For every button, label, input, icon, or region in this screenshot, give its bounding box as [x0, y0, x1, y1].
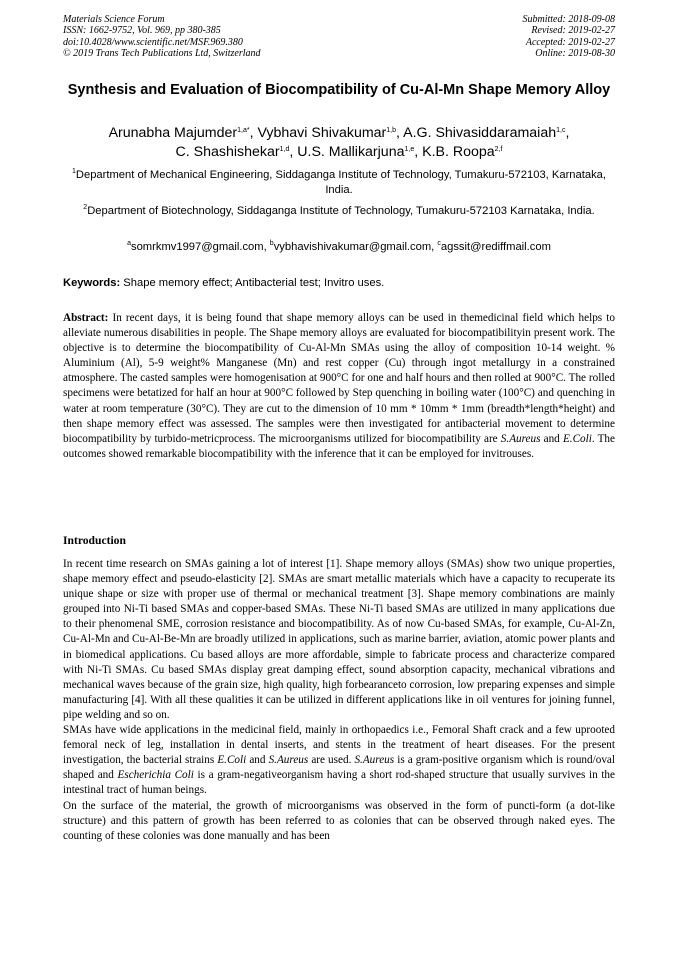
introduction-paragraph: On the surface of the material, the growth of microorganisms was observed in the form of puncti-form (a dot-like structure) and this pattern of growth has been referred to as colonies that can be observed through naked eyes. The counting of these colonies was done manually and has been [63, 799, 615, 842]
organism-name: E.Coli [217, 754, 247, 767]
organism-name: E.Coli [562, 432, 592, 445]
author-separator: , [414, 144, 423, 160]
organism-name: Escherichia Coli [117, 769, 194, 782]
affiliation-text: Department of Biotechnology, Siddaganga Institute of Technology, Tumakuru-572103 Karnataka, India. [87, 205, 595, 217]
paper-title: Synthesis and Evaluation of Biocompatibility of Cu-Al-Mn Shape Memory Alloy [67, 82, 611, 98]
author-name: U.S. Mallikarjuna [297, 144, 405, 160]
author-affiliation-mark: 1,b [386, 127, 397, 134]
author-name: C. Shashishekar [175, 144, 280, 160]
paragraph-text: SMAs have wide applications in the medicinal field, mainly in orthopaedics i.e., Femoral Shaft crack and a few uprooted femoral neck of leg, installation in dental inserts, and stents in the treatment of heart diseases. For the present investigation, the bacterial strains [63, 724, 615, 767]
date-revised: Revised: 2019-02-27 [531, 25, 615, 37]
author-separator: , [249, 125, 258, 141]
paragraph-text: is a gram-positive organism which is round/oval shaped and [63, 754, 615, 782]
abstract-text: . The outcomes showed remarkable biocompatibility with the inference that it can be employed for invitrouses. [63, 432, 615, 460]
author-affiliation-mark: 1,c [556, 127, 566, 134]
email-list [63, 240, 615, 255]
abstract-text: In recent days, it is being found that shape memory alloys can be used in themedicinal field which helps to alleviate numerous disabilities in people. The Shape memory alloys are evaluated for biocompatibilityin present work. The objective is to determine the biocompatibility of Cu-Al-Mn SMAs using the alloy of composition 10-14 weight. % Aluminium (Al), 5-9 weight% Manganese (Mn) and rest copper (Cu) through ingot metallurgy in a constrained atmosphere. The casted samples were homogenisation at 900°C for one and half hours and then rolled at 900°C. The rolled specimens were betatized for half an hour at 900°C followed by Step quenching in boiling water (100°C) and quenching in water at room temperature (30°C). They are cut to the dimension of 10 mm * 10mm * 1mm (breadth*length*height) and then shape memory effect was assessed. The samples were then investigated for antibacterial movement to determine biocompatibility by turbido-metricprocess. The microorganisms utilized for biocompatibility are [63, 312, 615, 445]
author-list [63, 124, 615, 162]
introduction-heading: Introduction [63, 534, 126, 547]
keywords-text: Shape memory effect; Antibacterial test; Invitro uses. [120, 277, 385, 289]
journal-issn: ISSN: 1662-9752, Vol. 969, pp 380-385 [63, 25, 221, 37]
email-mark: a [127, 240, 131, 247]
author-separator: , [396, 125, 404, 141]
email-mark: c [437, 240, 441, 247]
abstract-label: Abstract: [63, 312, 109, 324]
author-separator: , [565, 125, 570, 141]
date-submitted: Submitted: 2018-09-08 [522, 14, 615, 25]
organism-name: S.Aureus [500, 432, 541, 445]
keywords [63, 276, 615, 291]
keywords-label: Keywords: [63, 277, 121, 289]
email-separator: , [431, 241, 438, 253]
email-separator: , [263, 241, 270, 253]
journal-doi[interactable]: doi:10.4028/www.scientific.net/MSF.969.380 [63, 36, 243, 48]
email-link[interactable]: vybhavishivakumar@gmail.com [273, 241, 432, 253]
organism-name: S.Aureus [354, 754, 395, 767]
organism-name: S.Aureus [268, 754, 309, 767]
affiliation-2 [63, 204, 615, 219]
introduction-body [63, 557, 615, 844]
email-link[interactable]: agssit@rediffmail.com [440, 241, 551, 253]
journal-copyright: © 2019 Trans Tech Publications Ltd, Switzerland [63, 47, 261, 59]
date-accepted: Accepted: 2019-02-27 [525, 36, 615, 48]
paragraph-text: is a gram-negativeorganism having a short rod-shaped structure that usually survives in the intestinal tract of human beings. [63, 769, 615, 797]
paragraph-text: are used. [308, 754, 355, 767]
author-affiliation-mark: 1,e [404, 146, 415, 153]
journal-info [63, 14, 261, 59]
author-name: Vybhavi Shivakumar [257, 125, 387, 141]
author-name: Arunabha Majumder [108, 125, 238, 141]
affiliation-mark: 1 [72, 168, 76, 175]
affiliation-mark: 2 [83, 204, 88, 211]
author-separator: , [289, 144, 298, 160]
email-mark: b [269, 240, 274, 247]
paragraph-text: and [246, 754, 269, 767]
author-name: A.G. Shivasiddaramaiah [403, 125, 557, 141]
author-affiliation-mark: 1,d [279, 146, 290, 153]
author-affiliation-mark: 1,a* [237, 127, 250, 134]
date-online: Online: 2019-08-30 [535, 47, 615, 59]
introduction-paragraph: In recent time research on SMAs gaining a lot of interest [1]. Shape memory alloys (SMAs) show two unique properties, shape memory effect and pseudo-elasticity [2]. SMAs are smart metallic materials which have a capacity to recuperate its unique shape or size with proper use of thermal or mechanical treatment [3]. Shape memory combinations are mainly grouped into Ni-Ti based SMAs and copper-based SMAs. These Ni-Ti based SMAs are utilized in many applications due to their phenomenal SME, corrosion resistance and biocompatibility. As of now Cu-based SMAs, for example, Cu-Al-Zn, Cu-Al-Mn and Cu-Al-Be-Mn are broadly utilized in applications, such as marine barrier, aviation, atomic power plants and in biomedical applications. Cu based alloys are more affordable, simple to fabricate process and characterize compared with Ni-Ti SMAs. Cu based SMAs display great damping effect, sound absorption capacity, mechanical vibrations and mechanical waves because of the grain size, high quality, high forbearanceto corrosion, low preparing expenses and simple manufacturing [4]. With all these qualities it can be utilized in different applications like in oil ventures for joining funnel, pipe welding and so on. [63, 558, 615, 721]
abstract [63, 311, 615, 462]
publication-dates [523, 14, 616, 59]
affiliation-1 [63, 168, 615, 198]
author-name: K.B. Roopa [422, 144, 495, 160]
introduction-paragraph [63, 723, 615, 798]
author-affiliation-mark: 2,f [494, 146, 503, 153]
journal-name: Materials Science Forum [63, 14, 165, 25]
abstract-text: and [540, 432, 563, 445]
email-link[interactable]: somrkmv1997@gmail.com [130, 241, 264, 253]
affiliation-text: Department of Mechanical Engineering, Siddaganga Institute of Technology, Tumakuru-572103, Karnataka, India. [75, 169, 606, 196]
